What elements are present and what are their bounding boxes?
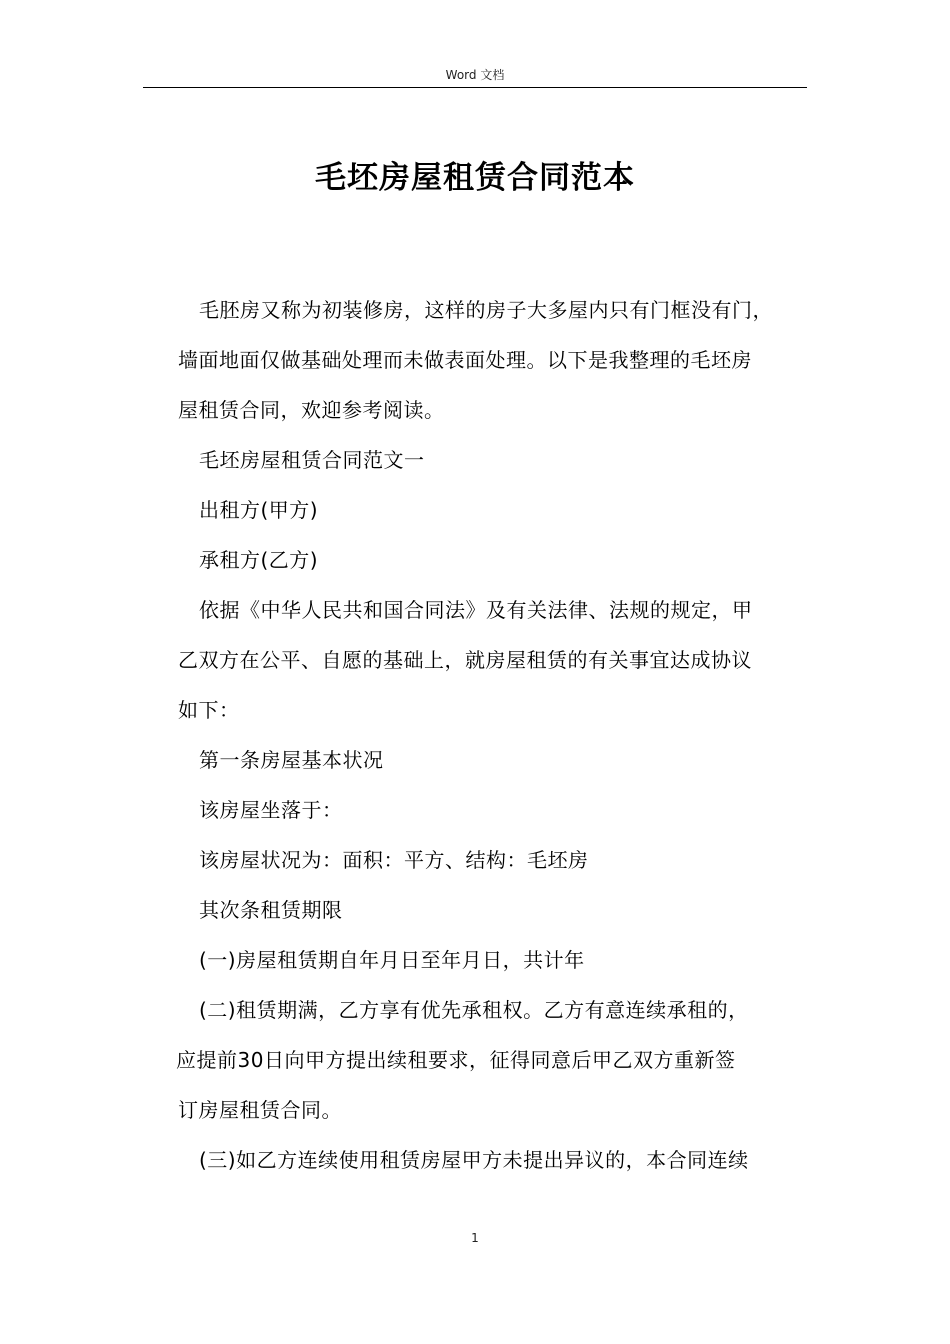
body-line: (一)房屋租赁期自年月日至年月日，共计年 [199, 948, 585, 972]
body-line: 乙双方在公平、自愿的基础上，就房屋租赁的有关事宜达成协议 [178, 648, 752, 672]
body-line: 该房屋状况为：面积：平方、结构：毛坯房 [199, 848, 589, 872]
body-line: 其次条租赁期限 [199, 898, 343, 922]
header-rule [143, 87, 807, 88]
body-line: 该房屋坐落于： [199, 798, 343, 822]
body-line: 应提前30日向甲方提出续租要求，征得同意后甲乙双方重新签 [176, 1048, 736, 1072]
page-header: Word 文档 [445, 68, 505, 82]
document-title: 毛坯房屋租赁合同范本 [315, 160, 635, 196]
body-line: 承租方(乙方) [199, 548, 319, 572]
document-body [178, 285, 818, 1185]
body-line: 第一条房屋基本状况 [199, 748, 384, 772]
body-line: 依据《中华人民共和国合同法》及有关法律、法规的规定，甲 [199, 598, 753, 622]
body-line: (三)如乙方连续使用租赁房屋甲方未提出异议的，本合同连续 [199, 1148, 749, 1172]
body-line: (二)租赁期满，乙方享有优先承租权。乙方有意连续承租的， [199, 998, 749, 1022]
body-line: 订房屋租赁合同。 [178, 1098, 342, 1122]
body-line: 如下： [178, 698, 240, 722]
body-line: 毛坯房屋租赁合同范文一 [199, 448, 425, 472]
body-line: 墙面地面仅做基础处理而未做表面处理。以下是我整理的毛坯房 [178, 348, 752, 372]
page-number: 1 [471, 1231, 479, 1245]
body-line: 毛胚房又称为初装修房，这样的房子大多屋内只有门框没有门， [199, 298, 773, 322]
body-line: 出租方(甲方) [199, 498, 319, 522]
body-line: 屋租赁合同，欢迎参考阅读。 [178, 398, 445, 422]
